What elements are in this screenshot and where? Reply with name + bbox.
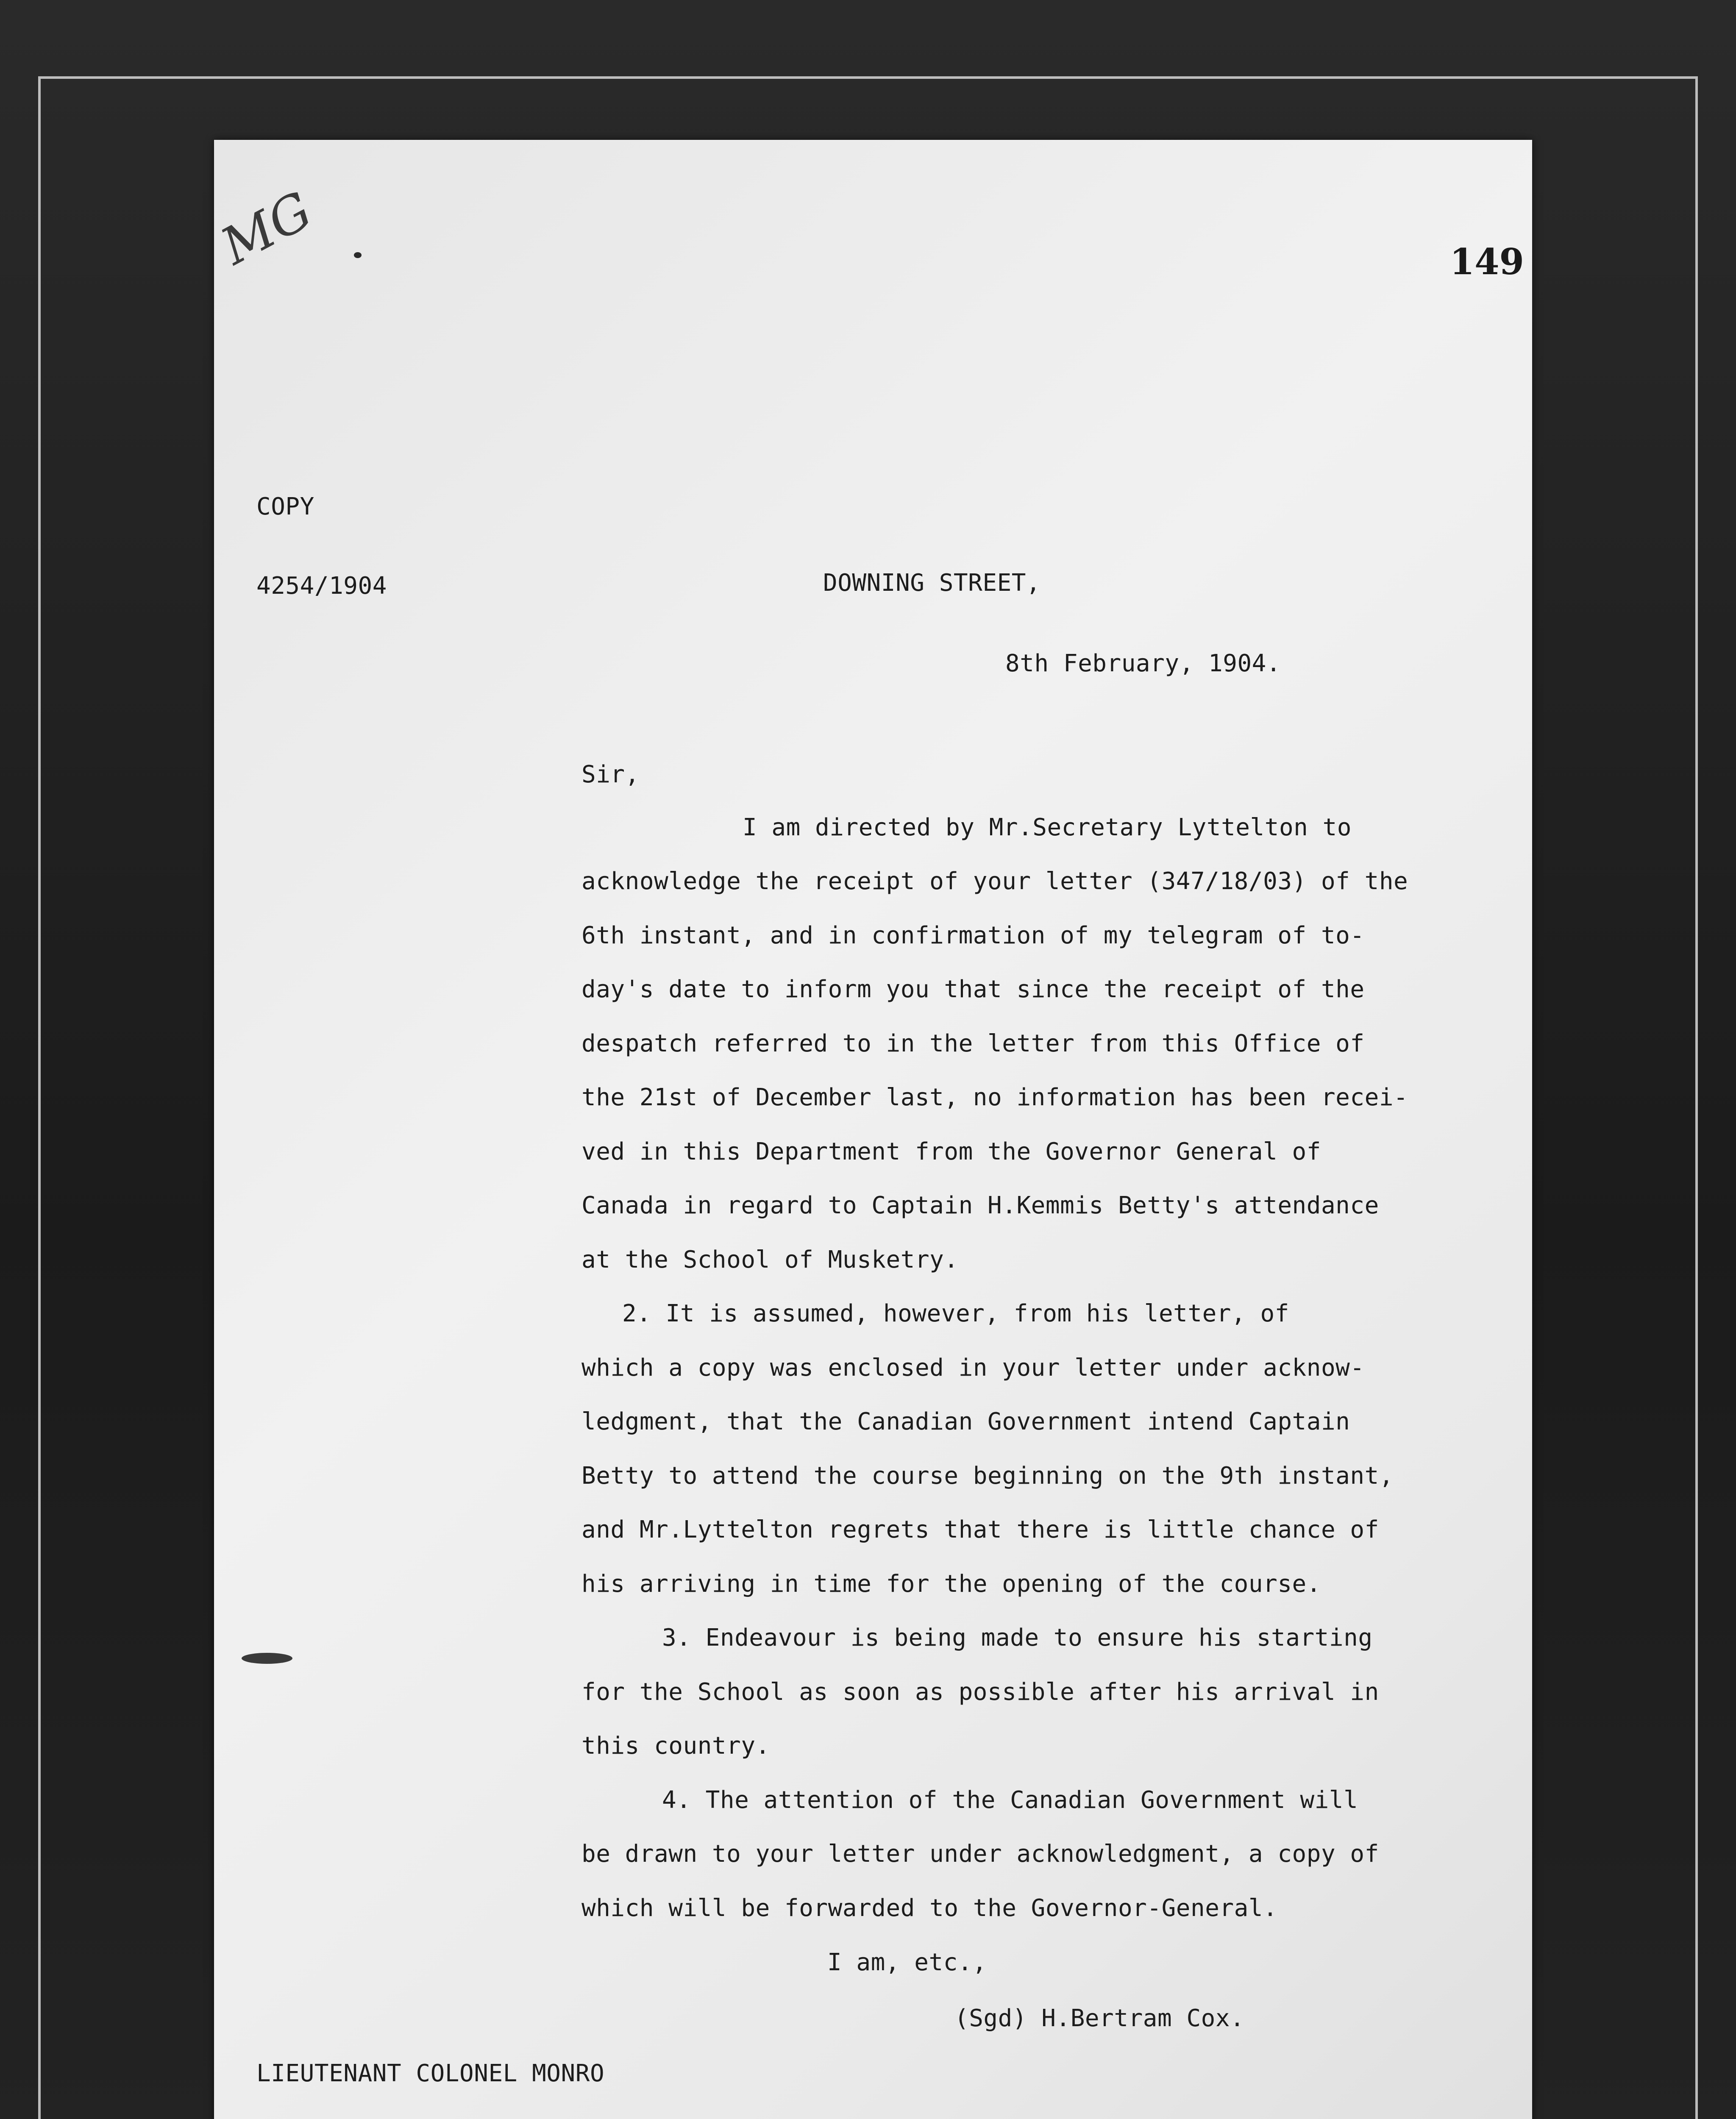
body-line: 4. The attention of the Canadian Government will	[662, 1786, 1358, 1814]
body-line: which a copy was enclosed in your letter under acknow-	[581, 1354, 1365, 1382]
body-line: which will be forwarded to the Governor-General.	[581, 1894, 1278, 1922]
body-line: ved in this Department from the Governor General of	[581, 1138, 1321, 1165]
salutation: Sir,	[581, 761, 640, 788]
addressee: LIEUTENANT COLONEL MONRO	[256, 2060, 605, 2087]
body-line: 6th instant, and in confirmation of my telegram of to-	[581, 922, 1365, 949]
closing: I am, etc.,	[827, 1949, 987, 1976]
body-line: at the School of Musketry.	[581, 1246, 959, 1274]
body-line: I am directed by Mr.Secretary Lyttelton to	[743, 814, 1352, 841]
body-line: this country.	[581, 1732, 770, 1760]
folio-number: 149	[1449, 241, 1524, 283]
mount-top-line	[38, 76, 1698, 79]
body-line: for the School as soon as possible after his arrival in	[581, 1678, 1379, 1706]
body-line: the 21st of December last, no information has been recei-	[581, 1084, 1408, 1111]
letter-page	[214, 140, 1532, 2119]
body-line: 3. Endeavour is being made to ensure his starting	[662, 1624, 1373, 1652]
handwritten-initials: MG	[212, 181, 322, 277]
signature: (Sgd) H.Bertram Cox.	[954, 2005, 1245, 2032]
body-line: day's date to inform you that since the receipt of the	[581, 976, 1365, 1003]
letter-date: 8th February, 1904.	[1005, 650, 1281, 677]
ink-smudge	[242, 1653, 292, 1664]
ink-dot	[354, 252, 362, 258]
mount-right-line	[1695, 76, 1698, 2119]
body-line: be drawn to your letter under acknowledgment, a copy of	[581, 1840, 1379, 1868]
body-line: and Mr.Lyttelton regrets that there is little chance of	[581, 1516, 1379, 1543]
body-line: despatch referred to in the letter from this Office of	[581, 1030, 1365, 1057]
copy-label: COPY	[256, 493, 314, 520]
body-line: Betty to attend the course beginning on the 9th instant,	[581, 1462, 1394, 1490]
sender-address: DOWNING STREET,	[823, 569, 1041, 597]
body-line: his arriving in time for the opening of the course.	[581, 1570, 1321, 1598]
reference-number: 4254/1904	[256, 572, 387, 600]
mount-left-line	[38, 76, 41, 2119]
body-line: 2. It is assumed, however, from his letter, of	[622, 1300, 1289, 1327]
body-line: ledgment, that the Canadian Government intend Captain	[581, 1408, 1350, 1435]
body-line: acknowledge the receipt of your letter (347/18/03) of the	[581, 868, 1408, 895]
body-line: Canada in regard to Captain H.Kemmis Betty's attendance	[581, 1192, 1379, 1219]
